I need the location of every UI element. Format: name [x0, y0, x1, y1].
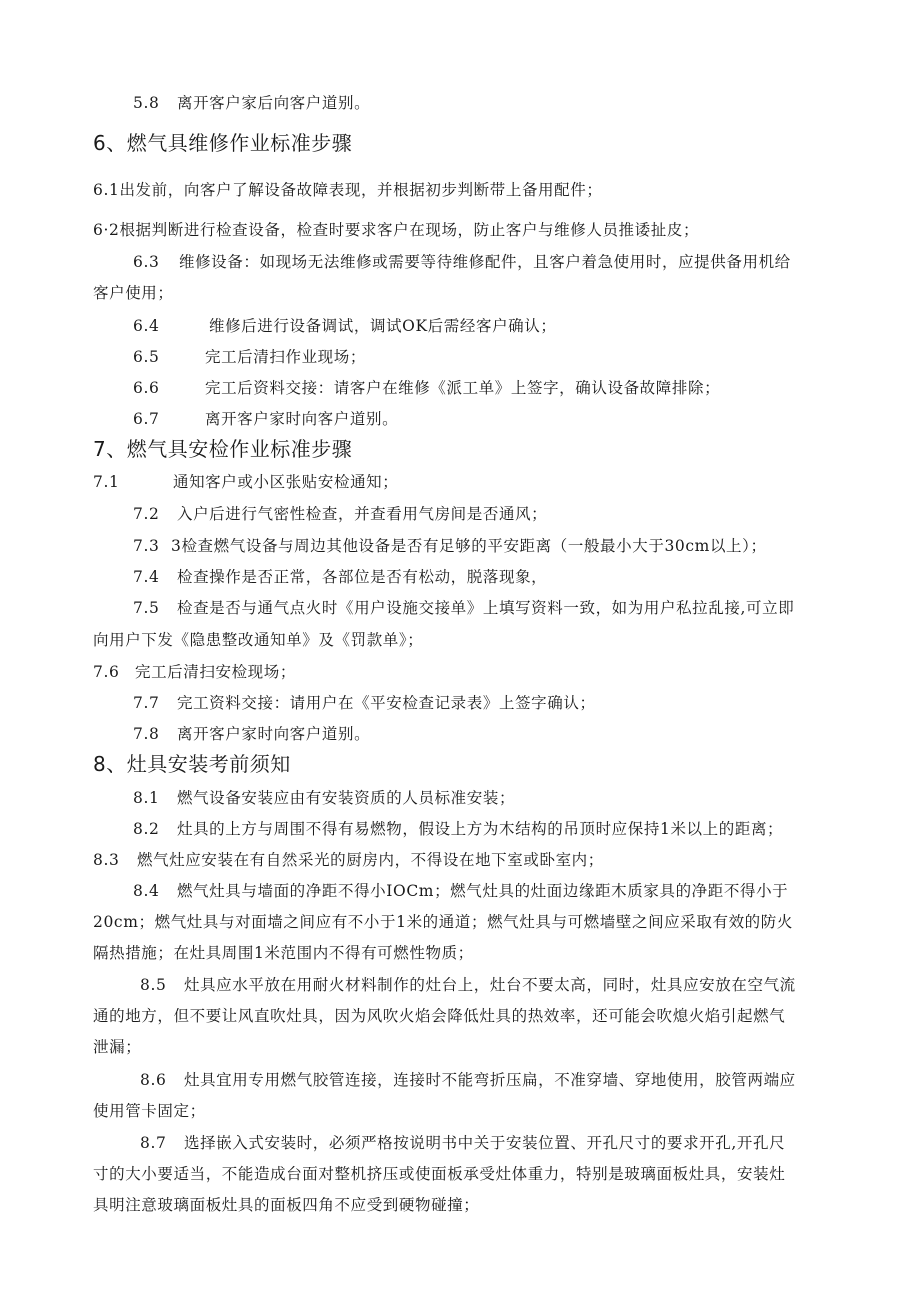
item-text: 选择嵌入式安装时，必须严格按说明书中关于安装位置、开孔尺寸的要求开孔,开孔尺 — [183, 1134, 786, 1152]
item-text: 完工后资料交接：请客户在维修《派工单》上签字，确认设备故障排除； — [204, 379, 721, 397]
item-8-4 — [133, 881, 788, 901]
item-8-3 — [93, 850, 604, 870]
item-text: 燃气设备安装应由有安装资质的人员标准安装； — [176, 789, 516, 807]
item-number: 6.3 — [133, 253, 160, 271]
item-number: 6.6 — [133, 379, 160, 397]
item-number: 8.7 — [140, 1134, 167, 1152]
item-number: 8.5 — [140, 976, 167, 994]
section-6-heading: 6、燃气具维修作业标准步骤 — [93, 131, 353, 155]
item-number: 7.2 — [133, 505, 160, 523]
item-7-7 — [133, 693, 596, 713]
item-number: 7.5 — [133, 599, 160, 617]
item-7-2 — [133, 504, 547, 524]
section-7-heading: 7、燃气具安检作业标准步骤 — [93, 437, 353, 461]
item-text: 维修设备：如现场无法维修或需要等待维修配件，且客户着急使用时，应提供备用机给 — [178, 253, 791, 271]
item-8-5-cont2: 泄漏； — [93, 1038, 142, 1056]
item-number: 5.8 — [133, 94, 160, 112]
item-text: 维修后进行设备调试，调试OK后需经客户确认； — [208, 317, 557, 335]
item-number: 7.7 — [133, 694, 160, 712]
item-8-7-cont2: 具明注意玻璃面板灶具的面板四角不应受到硬物碰撞； — [93, 1196, 480, 1214]
item-8-5-cont: 通的地方，但不要让风直吹灶具，因为风吹火焰会降低灶具的热效率，还可能会吹熄火焰引起燃气 — [93, 1007, 786, 1025]
item-6-3 — [133, 252, 791, 272]
item-text: 通知客户或小区张贴安检通知； — [172, 473, 399, 491]
item-8-6-cont: 使用管卡固定； — [93, 1102, 206, 1120]
item-text: 燃气灶具与墙面的净距不得小IOCm；燃气灶具的灶面边缘距木质家具的净距不得小于 — [176, 882, 789, 900]
item-number: 7.1 — [93, 473, 120, 491]
item-7-5 — [133, 598, 794, 618]
item-text: 检查是否与通气点火时《用户设施交接单》上填写资料一致，如为用户私拉乱接,可立即 — [176, 599, 795, 617]
item-8-5 — [140, 975, 796, 995]
item-8-7-cont: 寸的大小要适当，不能造成台面对整机挤压或使面板承受灶体重力，特别是玻璃面板灶具，安装灶 — [93, 1165, 786, 1183]
item-8-4-cont2: 隔热措施；在灶具周围1米范围内不得有可燃性物质； — [93, 944, 474, 962]
item-8-6 — [140, 1070, 796, 1090]
item-number: 8.6 — [140, 1071, 167, 1089]
item-8-1 — [133, 788, 515, 808]
item-6-7 — [133, 409, 398, 429]
item-number: 6.7 — [133, 410, 160, 428]
item-text: 3检查燃气设备与周边其他设备是否有足够的平安距离（一般最小大于30cm以上）； — [170, 537, 767, 555]
item-number: 7.4 — [133, 568, 160, 586]
item-6-5 — [133, 347, 366, 367]
item-8-2 — [133, 819, 783, 839]
item-6-4 — [133, 316, 556, 336]
item-text: 检查操作是否正常，各部位是否有松动，脱落现象， — [176, 568, 548, 586]
item-number: 7.3 — [133, 537, 160, 555]
item-7-4 — [133, 567, 547, 587]
item-7-6 — [93, 662, 296, 682]
item-7-3 — [133, 536, 767, 556]
item-text: 离开客户家时向客户道别。 — [204, 410, 399, 428]
item-text: 完工后清扫作业现场； — [204, 348, 366, 366]
item-8-4-cont: 20cm；燃气灶具与对面墙之间应有不小于1米的通道；燃气灶具与可燃墙壁之间应采取有效的防火 — [93, 913, 793, 931]
item-text: 离开客户家后向客户道别。 — [176, 94, 371, 112]
item-number: 8.2 — [133, 820, 160, 838]
item-6-1: 6.1出发前，向客户了解设备故障表现，并根据初步判断带上备用配件； — [93, 181, 603, 199]
item-7-1 — [93, 472, 398, 492]
section-8-heading: 8、灶具安装考前须知 — [93, 752, 291, 776]
item-number: 8.1 — [133, 789, 160, 807]
item-text: 灶具应水平放在用耐火材料制作的灶台上，灶台不要太高，同时，灶具应安放在空气流 — [183, 976, 796, 994]
item-text: 完工后清扫安检现场； — [134, 663, 296, 681]
item-number: 6.5 — [133, 348, 160, 366]
item-number: 6.4 — [133, 317, 160, 335]
item-text: 入户后进行气密性检查，并查看用气房间是否通风； — [176, 505, 548, 523]
item-7-5-cont: 向用户下发《隐患整改通知单》及《罚款单》； — [93, 631, 424, 649]
item-number: 7.8 — [133, 725, 160, 743]
item-number: 7.6 — [93, 663, 120, 681]
item-number: 8.4 — [133, 882, 160, 900]
item-7-8 — [133, 724, 370, 744]
item-number: 8.3 — [93, 851, 120, 869]
item-text: 完工资料交接：请用户在《平安检查记录表》上签字确认； — [176, 694, 596, 712]
item-text: 离开客户家时向客户道别。 — [176, 725, 371, 743]
item-5-8 — [133, 93, 370, 113]
item-text: 灶具宜用专用燃气胶管连接，连接时不能弯折压扁，不准穿墙、穿地使用，胶管两端应 — [183, 1071, 796, 1089]
item-6-2: 6·2根据判断进行检查设备，检查时要求客户在现场，防止客户与维修人员推诿扯皮； — [93, 221, 700, 239]
item-text: 燃气灶应安装在有自然采光的厨房内，不得设在地下室或卧室内； — [136, 851, 604, 869]
item-6-3-cont: 客户使用； — [93, 284, 174, 302]
item-6-6 — [133, 378, 720, 398]
item-8-7 — [140, 1133, 785, 1153]
item-text: 灶具的上方与周围不得有易燃物，假设上方为木结构的吊顶时应保持1米以上的距离； — [176, 820, 784, 838]
